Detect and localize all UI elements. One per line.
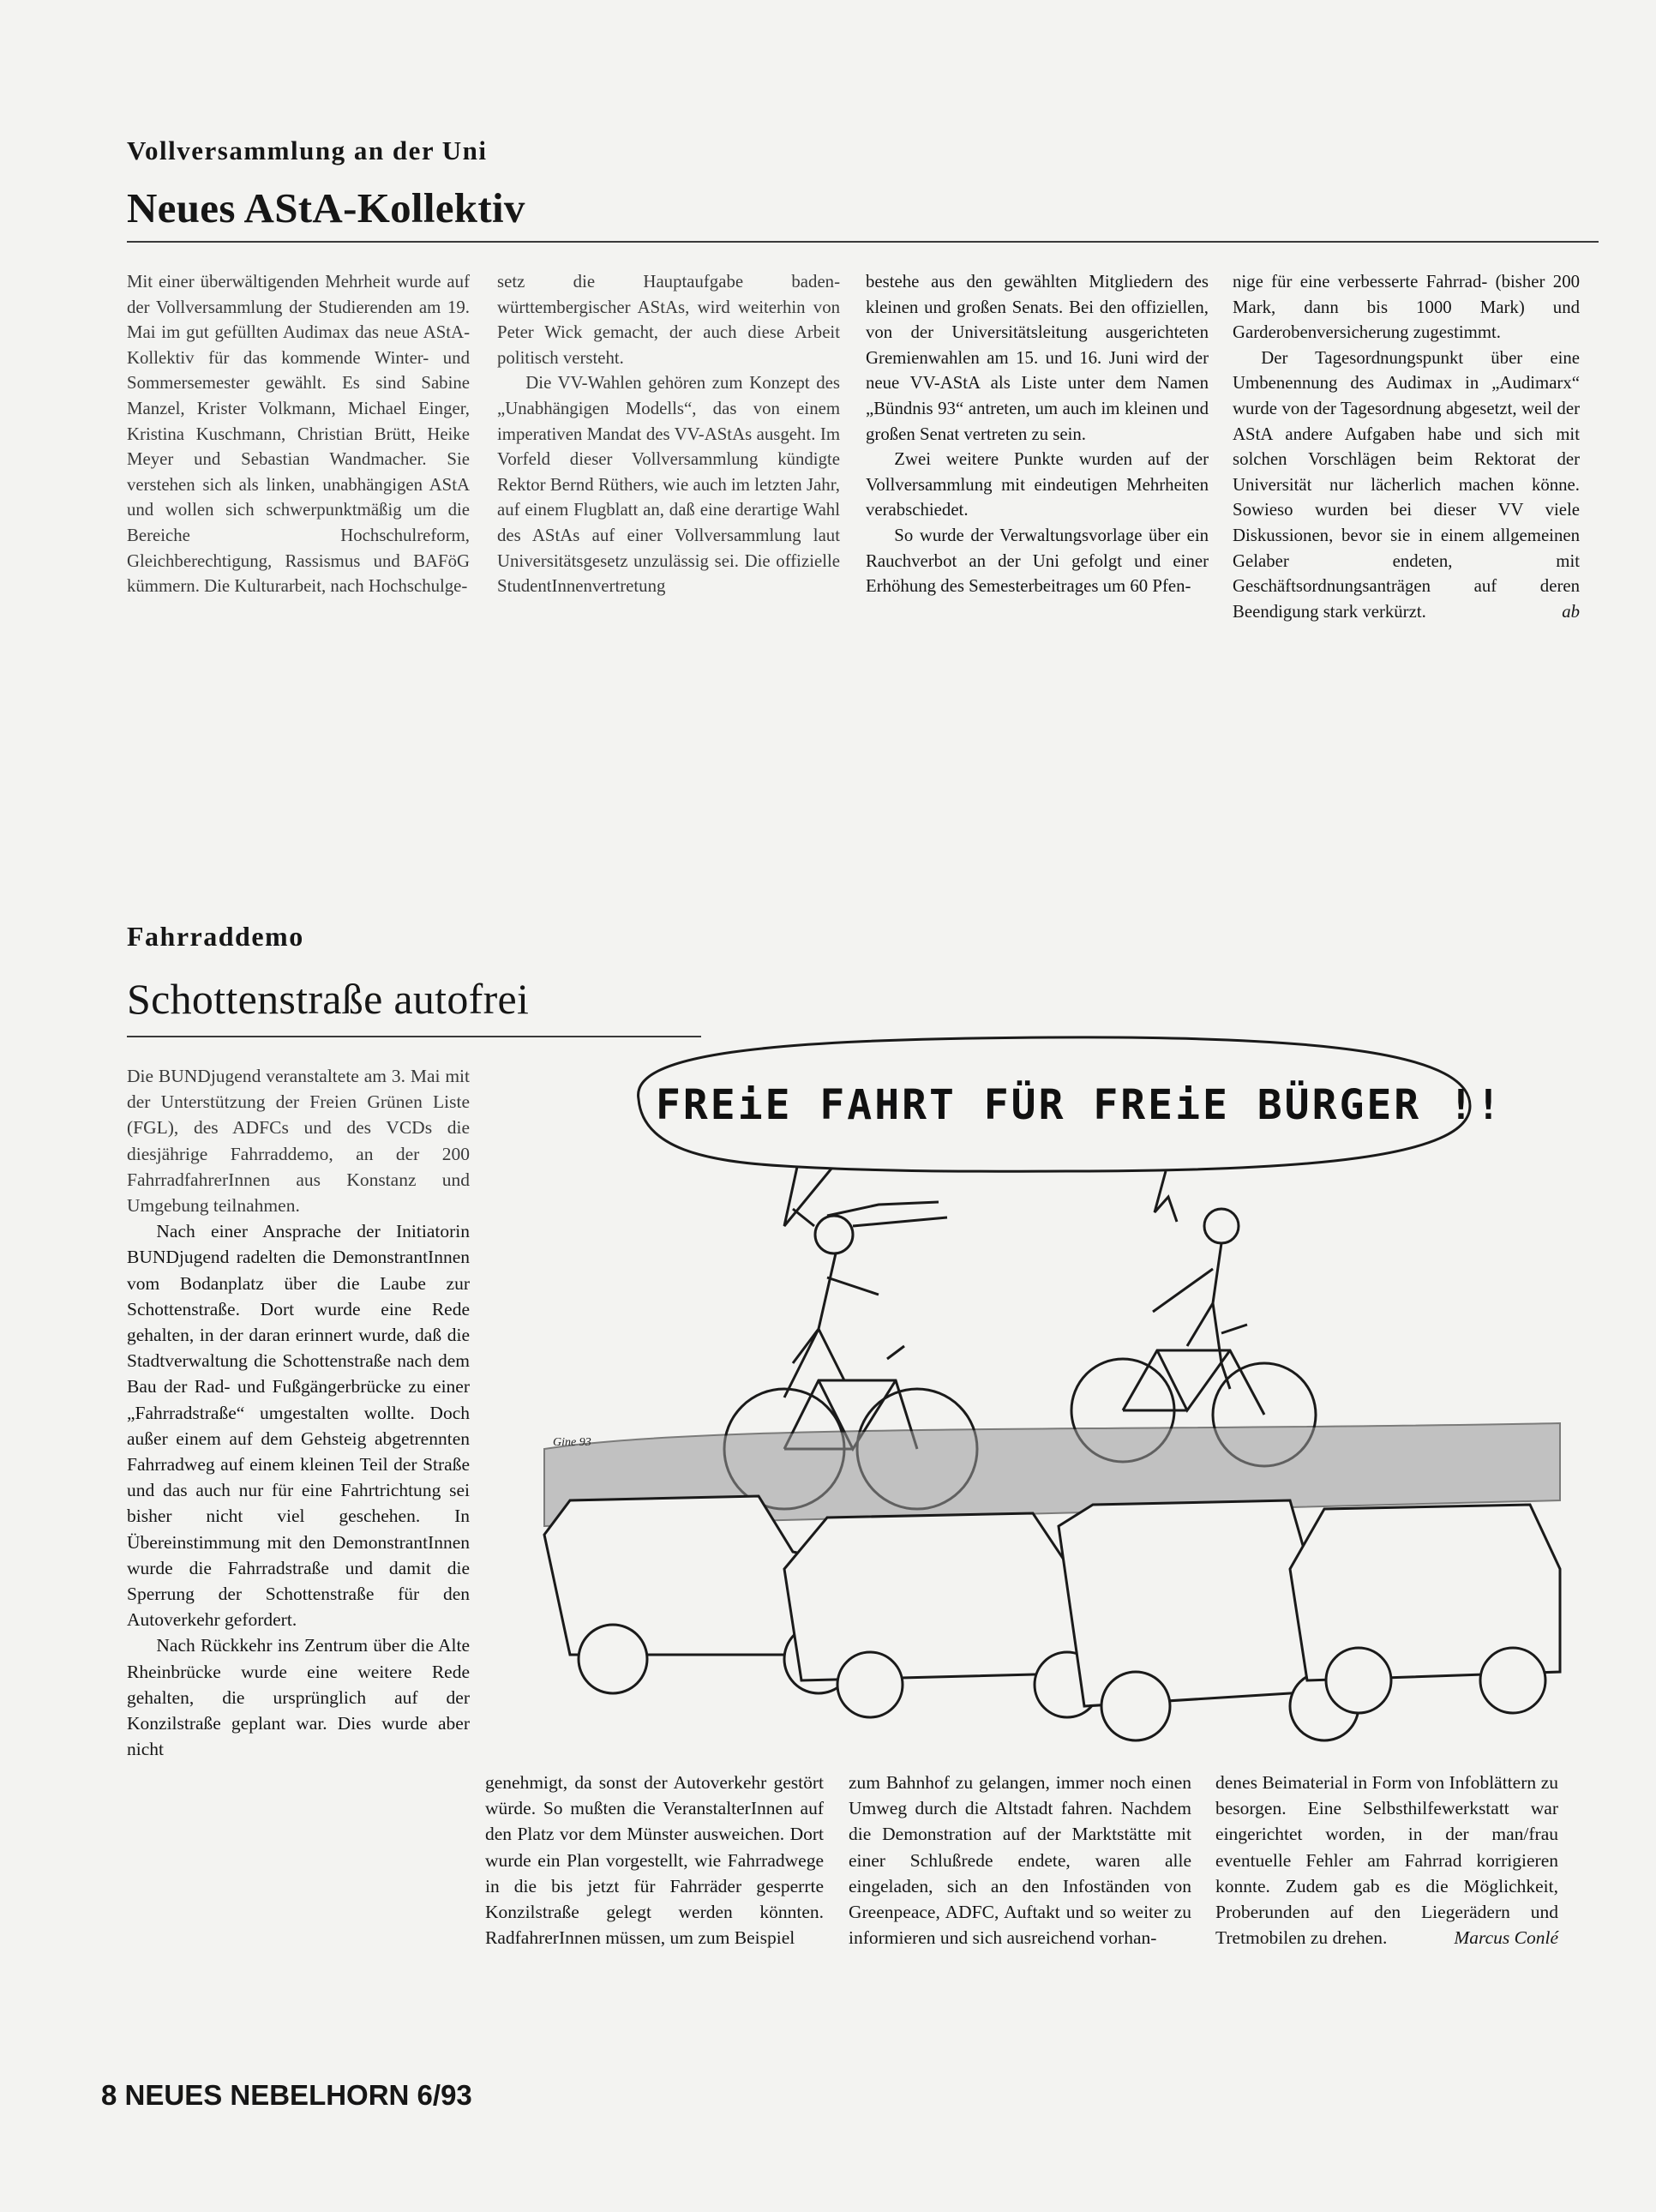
article1-column-1 [127, 269, 470, 599]
paragraph: setz die Hauptaufgabe baden-württembergischer AStAs, wird weiterhin von Peter Wick gemacht, der auch diese Arbeit politisch versteht. [497, 272, 840, 368]
page-footer: 8 NEUES NEBELHORN 6/93 [101, 2079, 472, 2111]
cartoon-illustration [536, 1020, 1569, 1775]
paragraph-text: Der Tagesordnungspunkt über eine Umbenennung des Audimax in „Audimarx“ wurde von der Tagesordnung abgesetzt, weil der AStA andere Aufgaben habe und sich mit solchen Vorschlägen beim Rektorat der Universität nur lächerlich machen könne. Sowieso wurden bei dieser VV viele Diskussionen, bevor sie in einem allgemeinen Gelaber endeten, mit Geschäftsordnungsanträgen auf deren Beendigung stark verkürzt. [1233, 347, 1580, 622]
article1-column-4 [1233, 269, 1580, 624]
article2-column-2 [485, 1770, 824, 1951]
article1-headline: Neues AStA-Kollektiv [127, 184, 525, 231]
article2-signature: Marcus Conlé [1454, 1927, 1558, 1949]
paragraph: Die BUNDjugend veranstaltete am 3. Mai mit der Unterstützung der Freien Grünen Liste (FGL), des ADFCs und des VCDs die diesjährige Fahrraddemo, an der 200 FahrradfahrerInnen aus Konstanz und Umgebung teilnahmen. [127, 1066, 470, 1217]
paragraph: Nach Rückkehr ins Zentrum über die Alte Rheinbrücke wurde eine weitere Rede gehalten, die ursprünglich auf der Konzilstraße geplant war. Dies wurde aber nicht [127, 1635, 470, 1760]
article2-headline: Schottenstraße autofrei [127, 975, 530, 1023]
paragraph: zum Bahnhof zu gelangen, immer noch einen Umweg durch die Altstadt fahren. Nachdem die Demonstration auf der Marktstätte mit einer Schlußrede endete, waren alle eingeladen, sich an den Infoständen von Greenpeace, ADFC, Auftakt und so weiter zu informieren und sich ausreichend vorhan- [849, 1772, 1191, 1949]
article2-column-3 [849, 1770, 1191, 1951]
article2-kicker: Fahrraddemo [127, 921, 304, 952]
article1-kicker: Vollversammlung an der Uni [127, 135, 488, 165]
paragraph: bestehe aus den gewählten Mitgliedern des kleinen und großen Senats. Bei den offiziellen, von der Universitätsleitung ausgerichteten Gremienwahlen am 15. und 16. Juni wird der neue VV-AStA als Liste unter dem Namen „Bündnis 93“ antreten, um auch im kleinen und großen Senat vertreten zu sein. [866, 272, 1209, 444]
cars [544, 1496, 1560, 1740]
paragraph: So wurde der Verwaltungsvorlage über ein Rauchverbot an der Uni gefolgt und einer Erhöhung des Semesterbeitrages um 60 Pfen- [866, 525, 1209, 597]
paragraph: Mit einer überwältigenden Mehrheit wurde auf der Vollversammlung der Studierenden am 19. Mai im gut gefüllten Audimax das neue AStA-Kollektiv für das kommende Winter- und Sommersemester gewählt. Es sind Sabine Manzel, Krister Volkmann, Michael Einger, Kristina Kuschmann, Christian Brütt, Heike Meyer und Sebastian Wandmacher. Sie verstehen sich als linken, unabhängigen AStA und wollen sich schwerpunktmäßig um die Bereiche Hochschulreform, Gleichberechtigung, Rassismus und BAFöG kümmern. Die Kulturarbeit, nach Hochschulge- [127, 272, 470, 597]
paragraph [1215, 1770, 1558, 1951]
paragraph: Nach einer Ansprache der Initiatorin BUNDjugend radelten die DemonstrantInnen vom Bodanplatz über die Laube zur Schottenstraße. Dort wurde eine Rede gehalten, in der daran erinnert wurde, daß die Stadtverwaltung die Schottenstraße nach dem Bau der Rad- und Fußgängerbrücke zu einer „Fahrradstraße“ umgestalten wollte. Doch außer einem auf dem Gehsteig abgetrennten Fahrradweg auf einem kleinen Teil der Straße und das auch nur für eine Fahrtrichtung sei bisher nicht viel geschehen. In Übereinstimmung mit den DemonstrantInnen wurde die Fahrradstraße und damit die Sperrung der Schottenstraße für den Autoverkehr gefordert. [127, 1221, 470, 1631]
paragraph [1233, 346, 1580, 625]
speech-bubble-tail-right [1155, 1171, 1177, 1222]
cartoon-artist-signature: Gine 93 [553, 1436, 591, 1449]
article1-column-2 [497, 269, 840, 599]
article1-column-3 [866, 269, 1209, 599]
article2-column-4 [1215, 1770, 1558, 1951]
article1-headline-rule [127, 241, 1599, 243]
cartoon-speech-text: FREiE FAHRT FÜR FREiE BÜRGER !! [656, 1081, 1503, 1129]
paragraph: Zwei weitere Punkte wurden auf der Vollversammlung mit eindeutigen Mehrheiten verabschiedet. [866, 449, 1209, 520]
paragraph: nige für eine verbesserte Fahrrad- (bisher 200 Mark, dann bis 1000 Mark) und Garderobenversicherung zugestimmt. [1233, 272, 1580, 343]
paragraph: genehmigt, da sonst der Autoverkehr gestört würde. So mußten die VeranstalterInnen auf den Platz vor dem Münster ausweichen. Dort wurde ein Plan vorgestellt, wie Fahrradwege in die bis jetzt für Fahrräder gesperrte Konzilstraße gelegt werden könnten. RadfahrerInnen müssen, um zum Beispiel [485, 1772, 824, 1949]
article2-column-1 [127, 1063, 470, 1762]
paragraph: Die VV-Wahlen gehören zum Konzept des „Unabhängigen Modells“, das von einem imperativen Mandat des VV-AStAs ausgeht. Im Vorfeld dieser Vollversammlung kündigte Rektor Bernd Rüthers, wie auch im letzten Jahr, auf einem Flugblatt an, daß eine derartige Wahl des AStAs auf einer Vollversammlung laut Universitätsgesetz unzulässig sei. Die offizielle StudentInnenvertretung [497, 373, 840, 597]
paragraph-text: denes Beimaterial in Form von Infoblättern zu besorgen. Eine Selbsthilfewerkstatt war eingerichtet worden, in der man/frau eventuelle Fehler am Fahrrad korrigieren konnte. Zudem gab es die Möglichkeit, Proberunden auf den Liegerädern und Tretmobilen zu drehen. [1215, 1772, 1558, 1949]
article1-signature: ab [1562, 601, 1580, 622]
